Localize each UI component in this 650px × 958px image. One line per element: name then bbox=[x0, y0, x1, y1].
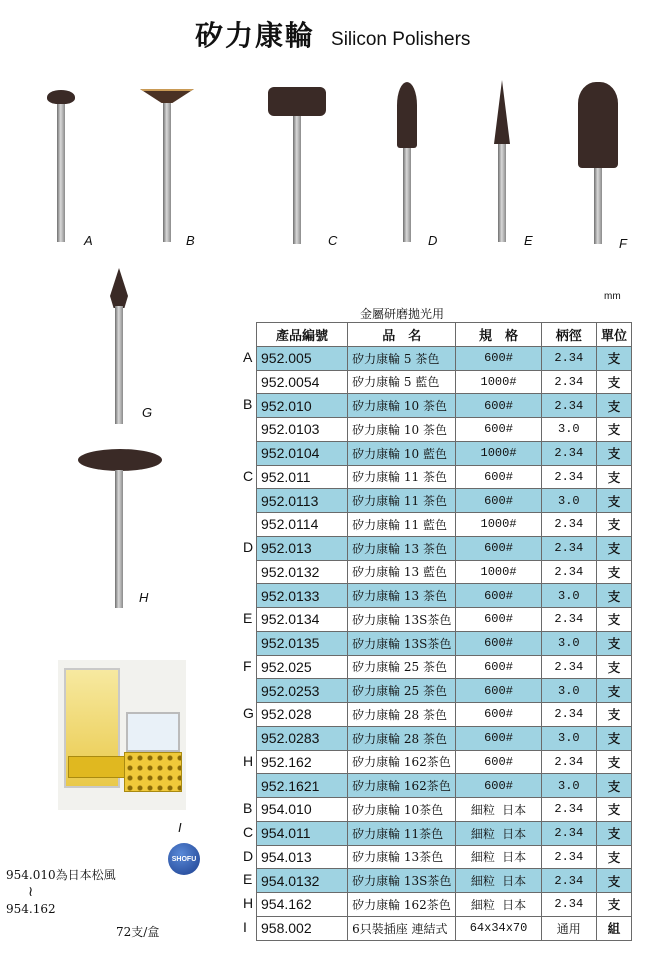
row-letter: B bbox=[243, 800, 253, 816]
table-row bbox=[257, 845, 632, 869]
row-name: 矽力康輪 11 茶色 bbox=[348, 489, 456, 513]
row-code: 954.013 bbox=[257, 845, 348, 869]
tool-label-a: A bbox=[84, 233, 93, 248]
row-letter: E bbox=[243, 610, 253, 626]
row-shank: 2.34 bbox=[541, 513, 596, 537]
row-spec: 600# bbox=[456, 394, 541, 418]
row-code: 952.0054 bbox=[257, 370, 348, 394]
row-unit: 支 bbox=[596, 465, 631, 489]
row-spec: 細粒 日本 bbox=[456, 869, 541, 893]
row-code: 952.0104 bbox=[257, 441, 348, 465]
row-shank: 2.34 bbox=[541, 465, 596, 489]
row-spec: 600# bbox=[456, 655, 541, 679]
row-shank: 2.34 bbox=[541, 655, 596, 679]
tool-label-i: I bbox=[178, 820, 182, 835]
row-spec: 600# bbox=[456, 726, 541, 750]
row-unit: 組 bbox=[596, 916, 631, 940]
row-name: 6只裝插座 連結式 bbox=[348, 916, 456, 940]
header-name: 品 名 bbox=[348, 323, 456, 347]
row-spec: 600# bbox=[456, 679, 541, 703]
note-shofu: 954.010為日本松風 bbox=[6, 868, 116, 882]
row-shank: 2.34 bbox=[541, 560, 596, 584]
row-code: 954.162 bbox=[257, 893, 348, 917]
row-code: 952.162 bbox=[257, 750, 348, 774]
tool-label-c: C bbox=[328, 233, 338, 248]
tool-label-e: E bbox=[524, 233, 533, 248]
row-letter: G bbox=[243, 705, 254, 721]
row-code: 952.025 bbox=[257, 655, 348, 679]
row-spec: 600# bbox=[456, 750, 541, 774]
table-row bbox=[257, 536, 632, 560]
row-letter: I bbox=[243, 918, 247, 935]
unit-note: mm bbox=[604, 291, 621, 302]
row-shank: 3.0 bbox=[541, 418, 596, 442]
row-unit: 支 bbox=[596, 536, 631, 560]
table-row bbox=[257, 560, 632, 584]
table-row bbox=[257, 798, 632, 822]
table-row bbox=[257, 489, 632, 513]
row-unit: 支 bbox=[596, 821, 631, 845]
table-row bbox=[257, 418, 632, 442]
row-code: 952.0133 bbox=[257, 584, 348, 608]
row-unit: 支 bbox=[596, 418, 631, 442]
row-spec: 600# bbox=[456, 489, 541, 513]
row-spec: 600# bbox=[456, 608, 541, 632]
row-code: 952.028 bbox=[257, 703, 348, 727]
row-shank: 3.0 bbox=[541, 631, 596, 655]
row-code: 958.002 bbox=[257, 916, 348, 940]
row-spec: 600# bbox=[456, 584, 541, 608]
row-shank: 2.34 bbox=[541, 441, 596, 465]
row-code: 952.011 bbox=[257, 465, 348, 489]
row-shank: 2.34 bbox=[541, 346, 596, 370]
row-unit: 支 bbox=[596, 798, 631, 822]
row-name: 矽力康輪 13S茶色 bbox=[348, 631, 456, 655]
row-code: 954.0132 bbox=[257, 869, 348, 893]
table-row bbox=[257, 726, 632, 750]
row-name: 矽力康輪 13 藍色 bbox=[348, 560, 456, 584]
row-shank: 2.34 bbox=[541, 536, 596, 560]
header-unit: 單位 bbox=[596, 323, 631, 347]
row-spec: 細粒 日本 bbox=[456, 893, 541, 917]
row-unit: 支 bbox=[596, 703, 631, 727]
row-name: 矽力康輪 13 茶色 bbox=[348, 584, 456, 608]
title-chinese: 矽力康輪 bbox=[195, 19, 316, 52]
row-letter: H bbox=[243, 752, 254, 769]
row-code: 952.010 bbox=[257, 394, 348, 418]
row-spec: 600# bbox=[456, 465, 541, 489]
row-name: 矽力康輪 10 藍色 bbox=[348, 441, 456, 465]
row-name: 矽力康輪 10茶色 bbox=[348, 798, 456, 822]
row-spec: 1000# bbox=[456, 560, 541, 584]
table-row bbox=[257, 703, 632, 727]
row-letter: A bbox=[243, 348, 253, 365]
row-name: 矽力康輪 13茶色 bbox=[348, 845, 456, 869]
row-unit: 支 bbox=[596, 655, 631, 679]
row-unit: 支 bbox=[596, 394, 631, 418]
table-row bbox=[257, 370, 632, 394]
row-unit: 支 bbox=[596, 750, 631, 774]
row-spec: 64x34x70 bbox=[456, 916, 541, 940]
tool-label-b: B bbox=[186, 233, 195, 248]
row-code: 952.0113 bbox=[257, 489, 348, 513]
row-unit: 支 bbox=[596, 370, 631, 394]
row-name: 矽力康輪 11 茶色 bbox=[348, 465, 456, 489]
row-unit: 支 bbox=[596, 346, 631, 370]
row-unit: 支 bbox=[596, 845, 631, 869]
row-unit: 支 bbox=[596, 631, 631, 655]
row-name: 矽力康輪 5 茶色 bbox=[348, 346, 456, 370]
row-code: 954.010 bbox=[257, 798, 348, 822]
table-row bbox=[257, 394, 632, 418]
row-unit: 支 bbox=[596, 869, 631, 893]
row-unit: 支 bbox=[596, 679, 631, 703]
row-letter: D bbox=[243, 847, 254, 864]
row-unit: 支 bbox=[596, 774, 631, 798]
row-shank: 2.34 bbox=[541, 608, 596, 632]
table-row bbox=[257, 655, 632, 679]
table-row bbox=[257, 869, 632, 893]
row-spec: 600# bbox=[456, 631, 541, 655]
row-name: 矽力康輪 11 藍色 bbox=[348, 513, 456, 537]
row-unit: 支 bbox=[596, 608, 631, 632]
tool-label-g: G bbox=[142, 405, 153, 420]
table-row bbox=[257, 679, 632, 703]
table-row bbox=[257, 584, 632, 608]
table-row bbox=[257, 441, 632, 465]
row-name: 矽力康輪 162茶色 bbox=[348, 893, 456, 917]
row-shank: 2.34 bbox=[541, 869, 596, 893]
row-shank: 2.34 bbox=[541, 821, 596, 845]
row-letter: B bbox=[243, 396, 253, 413]
row-spec: 600# bbox=[456, 536, 541, 560]
page-title bbox=[195, 14, 470, 54]
table-row bbox=[257, 346, 632, 370]
row-shank: 3.0 bbox=[541, 774, 596, 798]
row-letter: D bbox=[243, 538, 254, 555]
tool-i-photo bbox=[58, 660, 186, 810]
table-row bbox=[257, 465, 632, 489]
row-shank: 2.34 bbox=[541, 798, 596, 822]
table-caption: 金屬研磨拋光用 bbox=[360, 307, 445, 321]
row-code: 952.0134 bbox=[257, 608, 348, 632]
row-name: 矽力康輪 28 茶色 bbox=[348, 726, 456, 750]
title-english: Silicon Polishers bbox=[331, 29, 471, 50]
row-code: 954.011 bbox=[257, 821, 348, 845]
row-code: 952.0114 bbox=[257, 513, 348, 537]
row-spec: 1000# bbox=[456, 513, 541, 537]
row-unit: 支 bbox=[596, 441, 631, 465]
note-tilde: ≀ bbox=[28, 884, 34, 900]
row-name: 矽力康輪 10 茶色 bbox=[348, 394, 456, 418]
row-code: 952.013 bbox=[257, 536, 348, 560]
table-row bbox=[257, 631, 632, 655]
spec-table bbox=[256, 322, 632, 941]
row-spec: 600# bbox=[456, 774, 541, 798]
row-code: 952.1621 bbox=[257, 774, 348, 798]
header-spec: 規 格 bbox=[456, 323, 541, 347]
row-code: 952.005 bbox=[257, 346, 348, 370]
row-name: 矽力康輪 162茶色 bbox=[348, 750, 456, 774]
row-name: 矽力康輪 13S茶色 bbox=[348, 869, 456, 893]
row-shank: 2.34 bbox=[541, 893, 596, 917]
row-spec: 1000# bbox=[456, 370, 541, 394]
table-row bbox=[257, 821, 632, 845]
row-unit: 支 bbox=[596, 893, 631, 917]
row-name: 矽力康輪 25 茶色 bbox=[348, 655, 456, 679]
row-name: 矽力康輪 28 茶色 bbox=[348, 703, 456, 727]
row-unit: 支 bbox=[596, 726, 631, 750]
row-name: 矽力康輪 13 茶色 bbox=[348, 536, 456, 560]
tool-label-d: D bbox=[428, 233, 438, 248]
row-shank: 3.0 bbox=[541, 489, 596, 513]
row-letter: C bbox=[243, 823, 254, 840]
row-letter: H bbox=[243, 895, 254, 911]
note-range-end: 954.162 bbox=[6, 902, 56, 916]
row-shank: 通用 bbox=[541, 916, 596, 940]
row-name: 矽力康輪 10 茶色 bbox=[348, 418, 456, 442]
row-name: 矽力康輪 162茶色 bbox=[348, 774, 456, 798]
table-header-row bbox=[257, 323, 632, 347]
table-row bbox=[257, 893, 632, 917]
row-name: 矽力康輪 5 藍色 bbox=[348, 370, 456, 394]
row-spec: 1000# bbox=[456, 441, 541, 465]
row-spec: 細粒 日本 bbox=[456, 821, 541, 845]
row-letter: F bbox=[243, 657, 252, 674]
tool-label-h: H bbox=[139, 590, 149, 605]
header-shank: 柄徑 bbox=[541, 323, 596, 347]
row-code: 952.0253 bbox=[257, 679, 348, 703]
note-pack: 72支/盒 bbox=[116, 925, 160, 939]
row-name: 矽力康輪 13S茶色 bbox=[348, 608, 456, 632]
row-unit: 支 bbox=[596, 560, 631, 584]
row-letter: E bbox=[243, 871, 253, 888]
row-code: 952.0132 bbox=[257, 560, 348, 584]
row-spec: 細粒 日本 bbox=[456, 798, 541, 822]
header-code: 產品編號 bbox=[257, 323, 348, 347]
row-shank: 3.0 bbox=[541, 726, 596, 750]
row-spec: 600# bbox=[456, 346, 541, 370]
row-unit: 支 bbox=[596, 513, 631, 537]
table-row bbox=[257, 774, 632, 798]
row-shank: 3.0 bbox=[541, 584, 596, 608]
row-unit: 支 bbox=[596, 489, 631, 513]
row-shank: 3.0 bbox=[541, 679, 596, 703]
row-shank: 2.34 bbox=[541, 750, 596, 774]
row-name: 矽力康輪 11茶色 bbox=[348, 821, 456, 845]
row-shank: 2.34 bbox=[541, 845, 596, 869]
row-spec: 600# bbox=[456, 418, 541, 442]
row-spec: 600# bbox=[456, 703, 541, 727]
row-letter: C bbox=[243, 467, 254, 484]
table-row bbox=[257, 608, 632, 632]
shofu-logo: SHOFU bbox=[168, 843, 200, 875]
tool-label-f: F bbox=[619, 236, 627, 251]
row-name: 矽力康輪 25 茶色 bbox=[348, 679, 456, 703]
row-code: 952.0283 bbox=[257, 726, 348, 750]
row-code: 952.0103 bbox=[257, 418, 348, 442]
table-row bbox=[257, 916, 632, 940]
row-shank: 2.34 bbox=[541, 703, 596, 727]
row-shank: 2.34 bbox=[541, 394, 596, 418]
row-code: 952.0135 bbox=[257, 631, 348, 655]
row-unit: 支 bbox=[596, 584, 631, 608]
table-row bbox=[257, 513, 632, 537]
row-shank: 2.34 bbox=[541, 370, 596, 394]
table-body bbox=[257, 346, 632, 940]
row-spec: 細粒 日本 bbox=[456, 845, 541, 869]
table-row bbox=[257, 750, 632, 774]
